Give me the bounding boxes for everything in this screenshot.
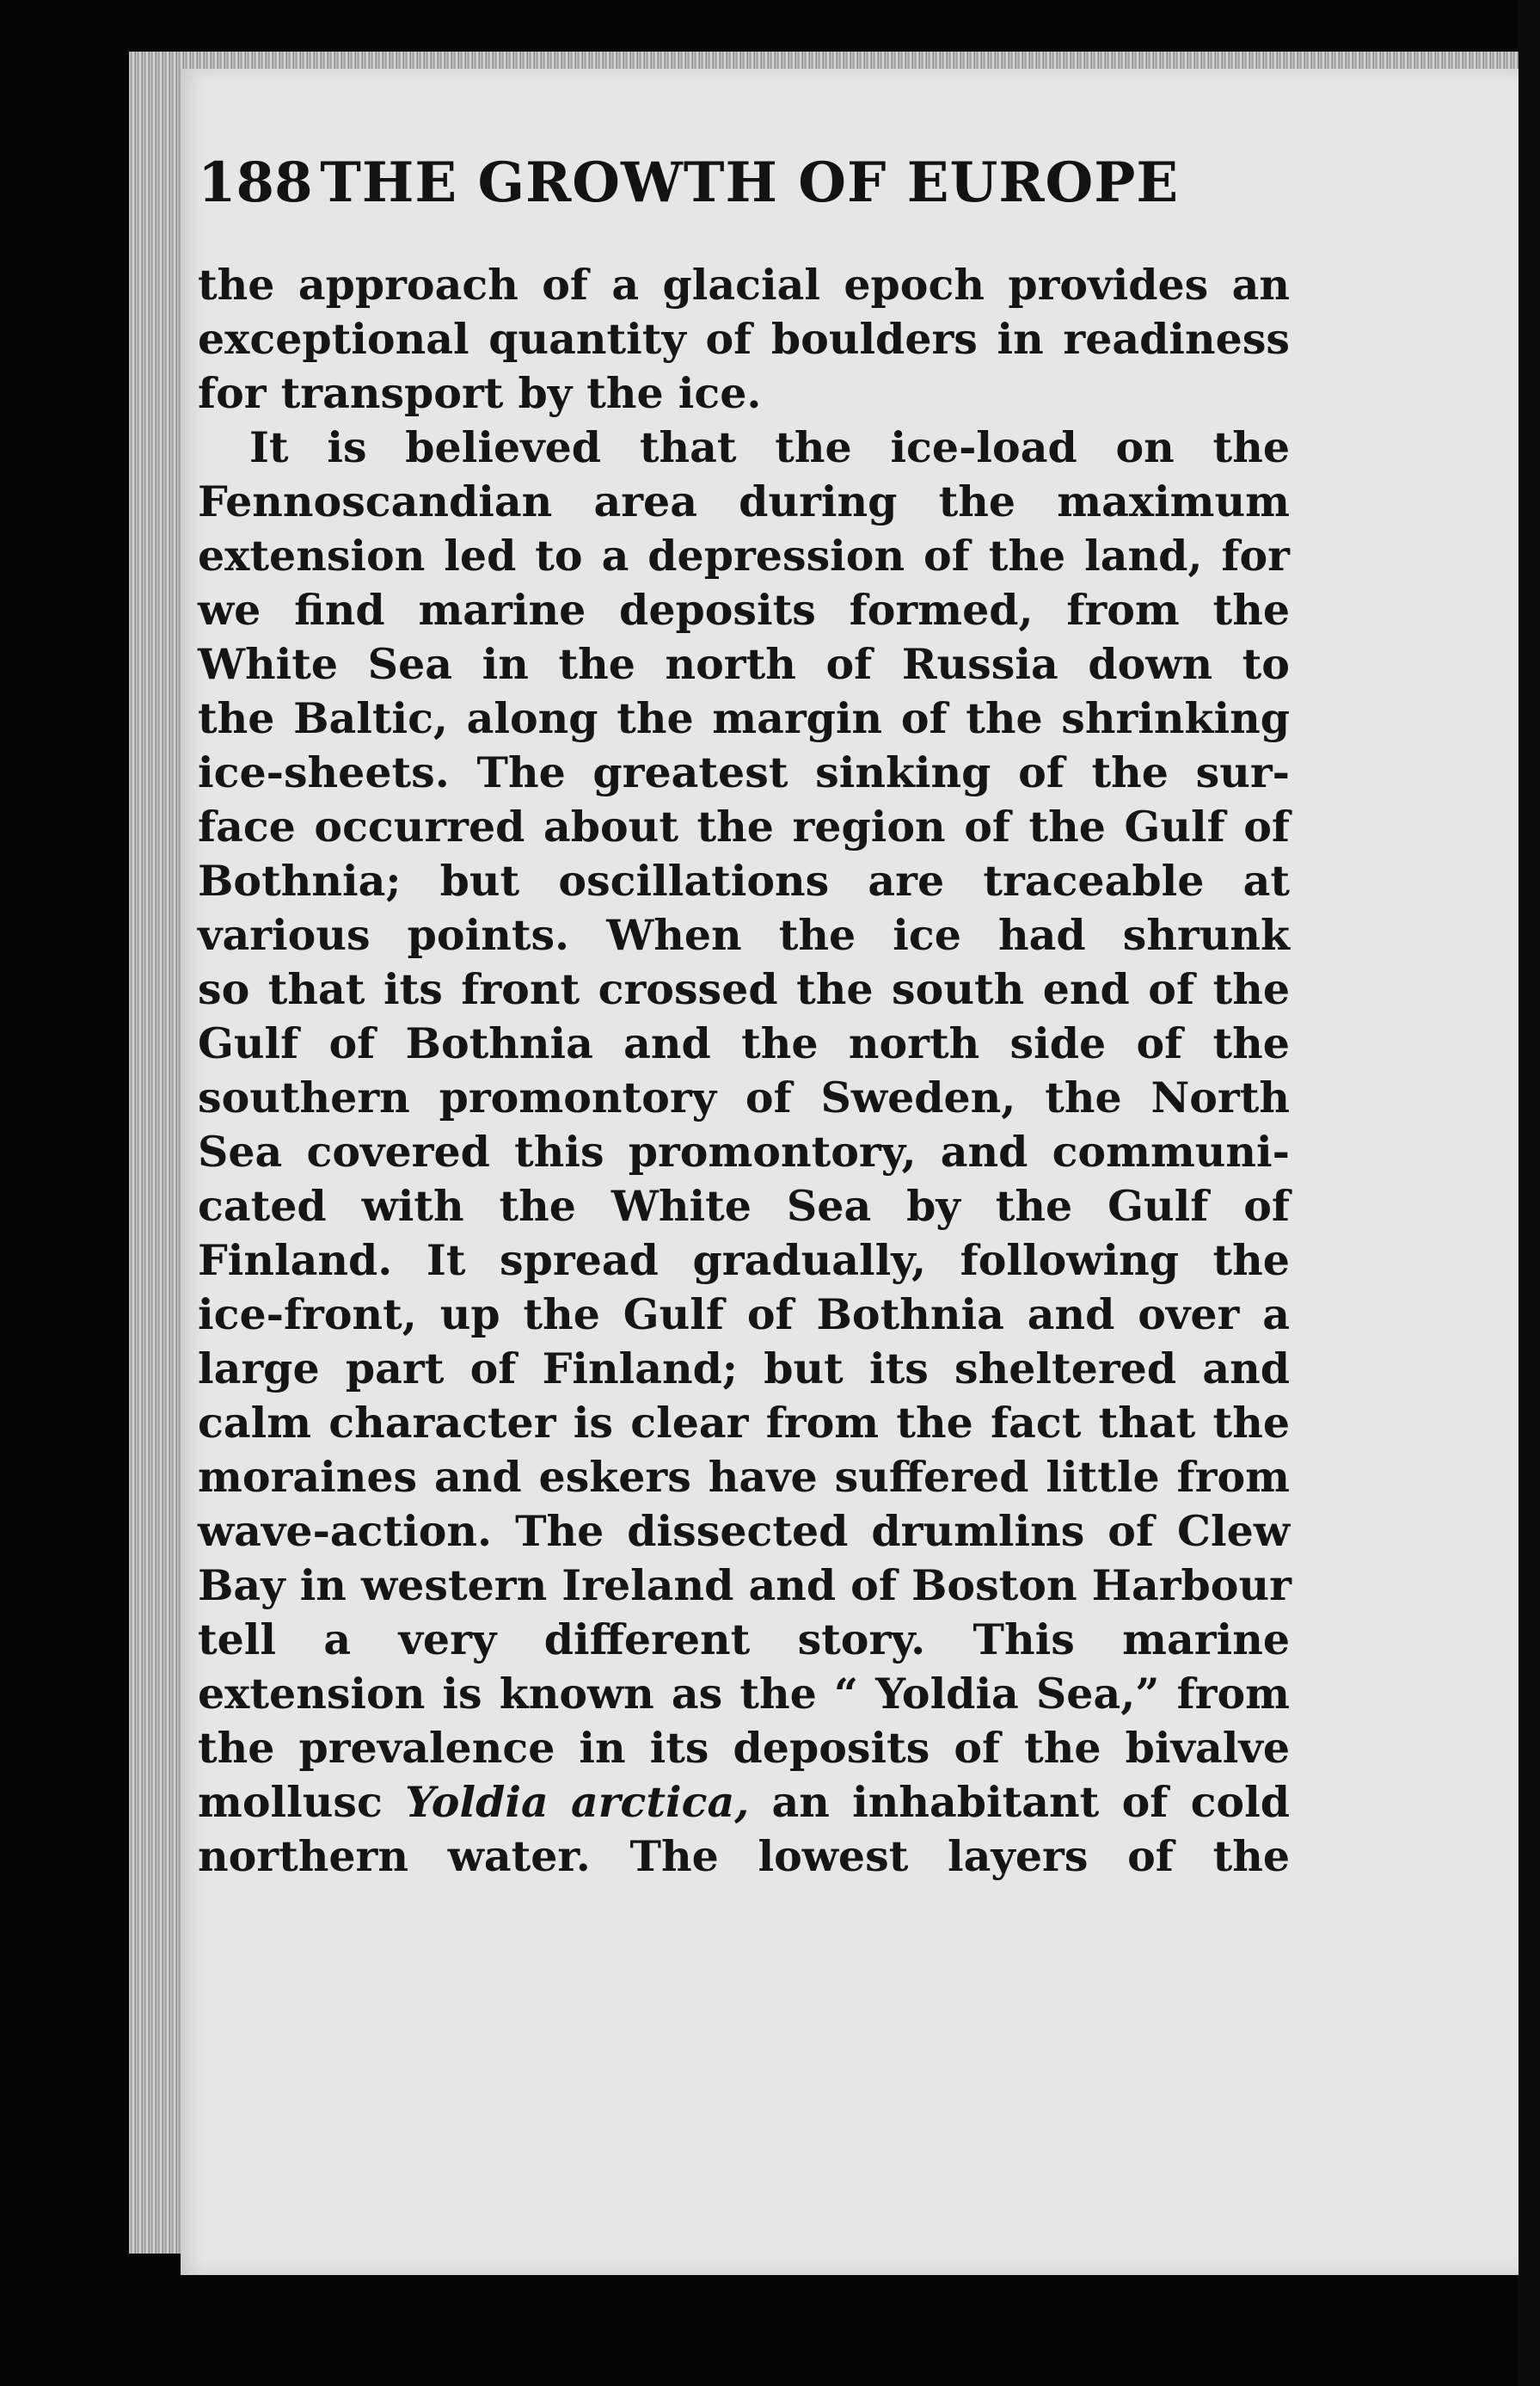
text-segment: mollusc	[198, 1777, 406, 1827]
page-number: 188	[198, 151, 313, 215]
text-line: northern water. The lowest layers of the	[198, 1831, 1290, 1881]
text-segment: an inhabitant of cold	[749, 1777, 1290, 1827]
text-line: moraines and eskers have suffered little from	[198, 1452, 1290, 1502]
text-line: we find marine deposits formed, from the	[198, 585, 1290, 635]
text-line: Bothnia; but oscillations are traceable at	[198, 856, 1290, 906]
text-line: southern promontory of Sweden, the North	[198, 1073, 1290, 1122]
text-line: the Baltic, along the margin of the shrinking	[198, 693, 1290, 743]
text-line: ice-front, up the Gulf of Bothnia and over a	[198, 1289, 1290, 1339]
text-line: so that its front crossed the south end of the	[198, 964, 1290, 1014]
text-line: Sea covered this promontory, and communi-	[198, 1127, 1290, 1177]
text-line: ice-sheets. The greatest sinking of the sur-	[198, 747, 1290, 797]
text-line: cated with the White Sea by the Gulf of	[198, 1181, 1290, 1231]
text-line: extension led to a depression of the land, for	[198, 531, 1290, 581]
page-header	[198, 151, 1298, 237]
text-line: the approach of a glacial epoch provides an	[198, 260, 1290, 310]
text-line: face occurred about the region of the Gulf of	[198, 802, 1290, 852]
text-line: for transport by the ice.	[198, 368, 762, 418]
body-text	[198, 258, 1290, 1884]
paragraph-start-line: It is believed that the ice-load on the	[249, 422, 1290, 472]
text-line: the prevalence in its deposits of the bivalve	[198, 1723, 1290, 1773]
text-line-with-italic	[198, 1775, 1290, 1829]
text-line: various points. When the ice had shrunk	[198, 910, 1290, 960]
text-line: tell a very different story. This marine	[198, 1614, 1290, 1664]
text-line: large part of Finland; but its sheltered and	[198, 1344, 1290, 1393]
text-line: wave-action. The dissected drumlins of Clew	[198, 1506, 1290, 1556]
right-black-edge	[1519, 0, 1540, 2386]
running-head: THE GROWTH OF EUROPE	[320, 151, 1180, 215]
text-line: calm character is clear from the fact that the	[198, 1398, 1290, 1448]
text-line: Bay in western Ireland and of Boston Harbour	[198, 1560, 1292, 1610]
text-line: White Sea in the north of Russia down to	[198, 639, 1290, 689]
species-name-italic: Yoldia arctica,	[405, 1777, 750, 1827]
text-line: extension is known as the “ Yoldia Sea,” from	[198, 1669, 1290, 1719]
text-line: Gulf of Bothnia and the north side of the	[198, 1018, 1290, 1068]
text-line: Finland. It spread gradually, following the	[198, 1235, 1290, 1285]
text-line: Fennoscandian area during the maximum	[198, 477, 1290, 526]
text-line: exceptional quantity of boulders in readiness	[198, 314, 1290, 364]
